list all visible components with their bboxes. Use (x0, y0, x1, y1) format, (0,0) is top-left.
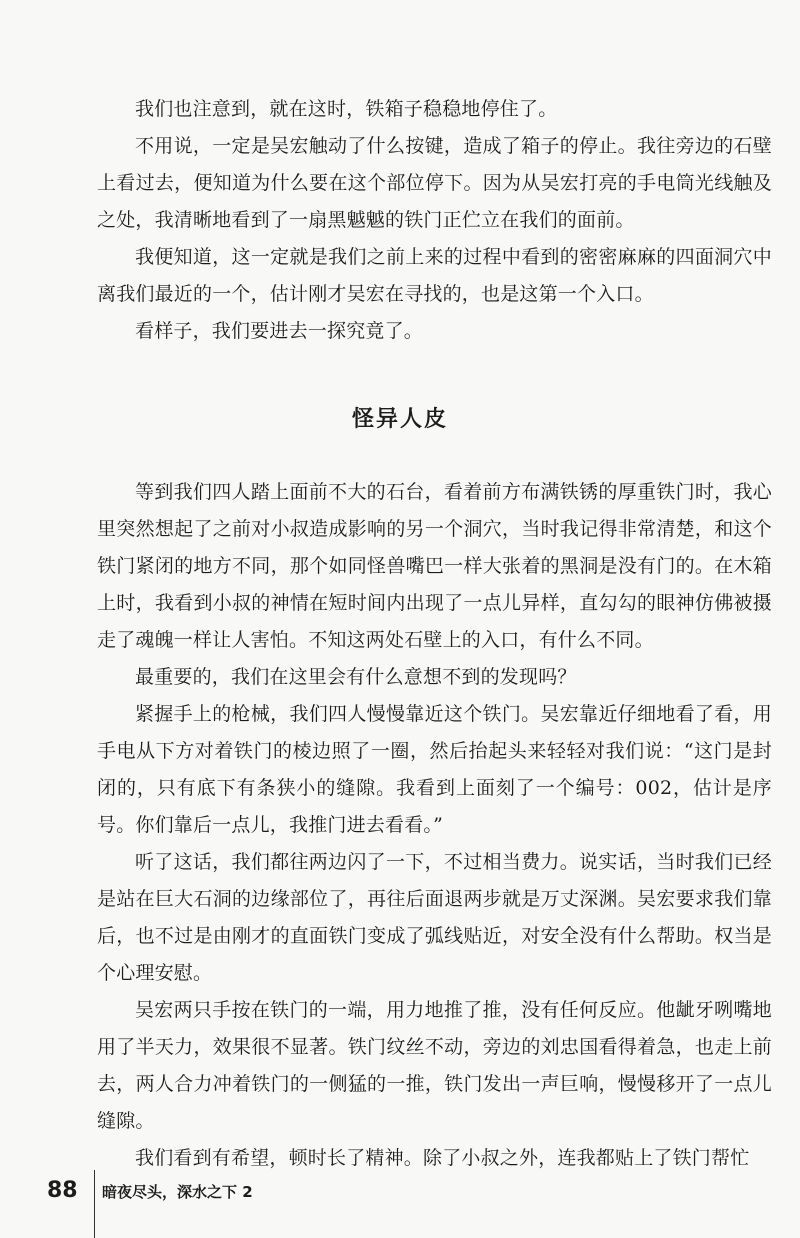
paragraph-3: 我便知道，这一定就是我们之前上来的过程中看到的密密麻麻的四面洞穴中离我们最近的一个，估计刚才吴宏在寻找的，也是这第一个入口。 (97, 246, 772, 305)
paragraph-9: 吴宏两只手按在铁门的一端，用力地推了推，没有任何反应。他龇牙咧嘴地用了半天力，效果很不显著。铁门纹丝不动，旁边的刘忠国看得着急，也走上前去，两人合力冲着铁门的一侧猛的一推，铁门发出一声巨响，慢慢移开了一点儿缝隙。 (97, 999, 772, 1132)
page-number: 88 (47, 1178, 78, 1203)
running-title: 暗夜尽头，深水之下 2 (102, 1183, 253, 1201)
paragraph-8: 听了这话，我们都往两边闪了一下，不过相当费力。说实话，当时我们已经是站在巨大石洞的边缘部位了，再往后面退两步就是万丈深渊。吴宏要求我们靠后，也不过是由刚才的直面铁门变成了弧线贴近，对安全没有什么帮助。权当是个心理安慰。 (97, 851, 772, 984)
section-heading: 怪异人皮 (351, 407, 448, 432)
paragraph-1: 我们也注意到，就在这时，铁箱子稳稳地停住了。 (135, 98, 558, 120)
footer-divider (94, 1170, 95, 1238)
paragraph-4: 看样子，我们要进去一探究竟了。 (135, 320, 424, 342)
paragraph-7: 紧握手上的枪械，我们四人慢慢靠近这个铁门。吴宏靠近仔细地看了看，用手电从下方对着铁门的棱边照了一圈，然后抬起头来轻轻对我们说：“这门是封闭的，只有底下有条狭小的缝隙。我看到上面刻了一个编号：002，估计是序号。你们靠后一点儿，我推门进去看看。” (97, 703, 772, 836)
paragraph-2: 不用说，一定是吴宏触动了什么按键，造成了箱子的停止。我往旁边的石壁上看过去，便知道为什么要在这个部位停下。因为从吴宏打亮的手电筒光线触及之处，我清晰地看到了一扇黑魆魆的铁门正伫立在我们的面前。 (97, 135, 772, 231)
paragraph-6: 最重要的，我们在这里会有什么意想不到的发现吗？ (135, 666, 577, 688)
paragraph-5: 等到我们四人踏上面前不大的石台，看着前方布满铁锈的厚重铁门时，我心里突然想起了之前对小叔造成影响的另一个洞穴，当时我记得非常清楚，和这个铁门紧闭的地方不同，那个如同怪兽嘴巴一样大张着的黑洞是没有门的。在木箱上时，我看到小叔的神情在短时间内出现了一点儿异样，直勾勾的眼神仿佛被摄走了魂魄一样让人害怕。不知这两处石壁上的入口，有什么不同。 (97, 481, 772, 651)
paragraph-10: 我们看到有希望，顿时长了精神。除了小叔之外，连我都贴上了铁门帮忙 (135, 1147, 750, 1169)
